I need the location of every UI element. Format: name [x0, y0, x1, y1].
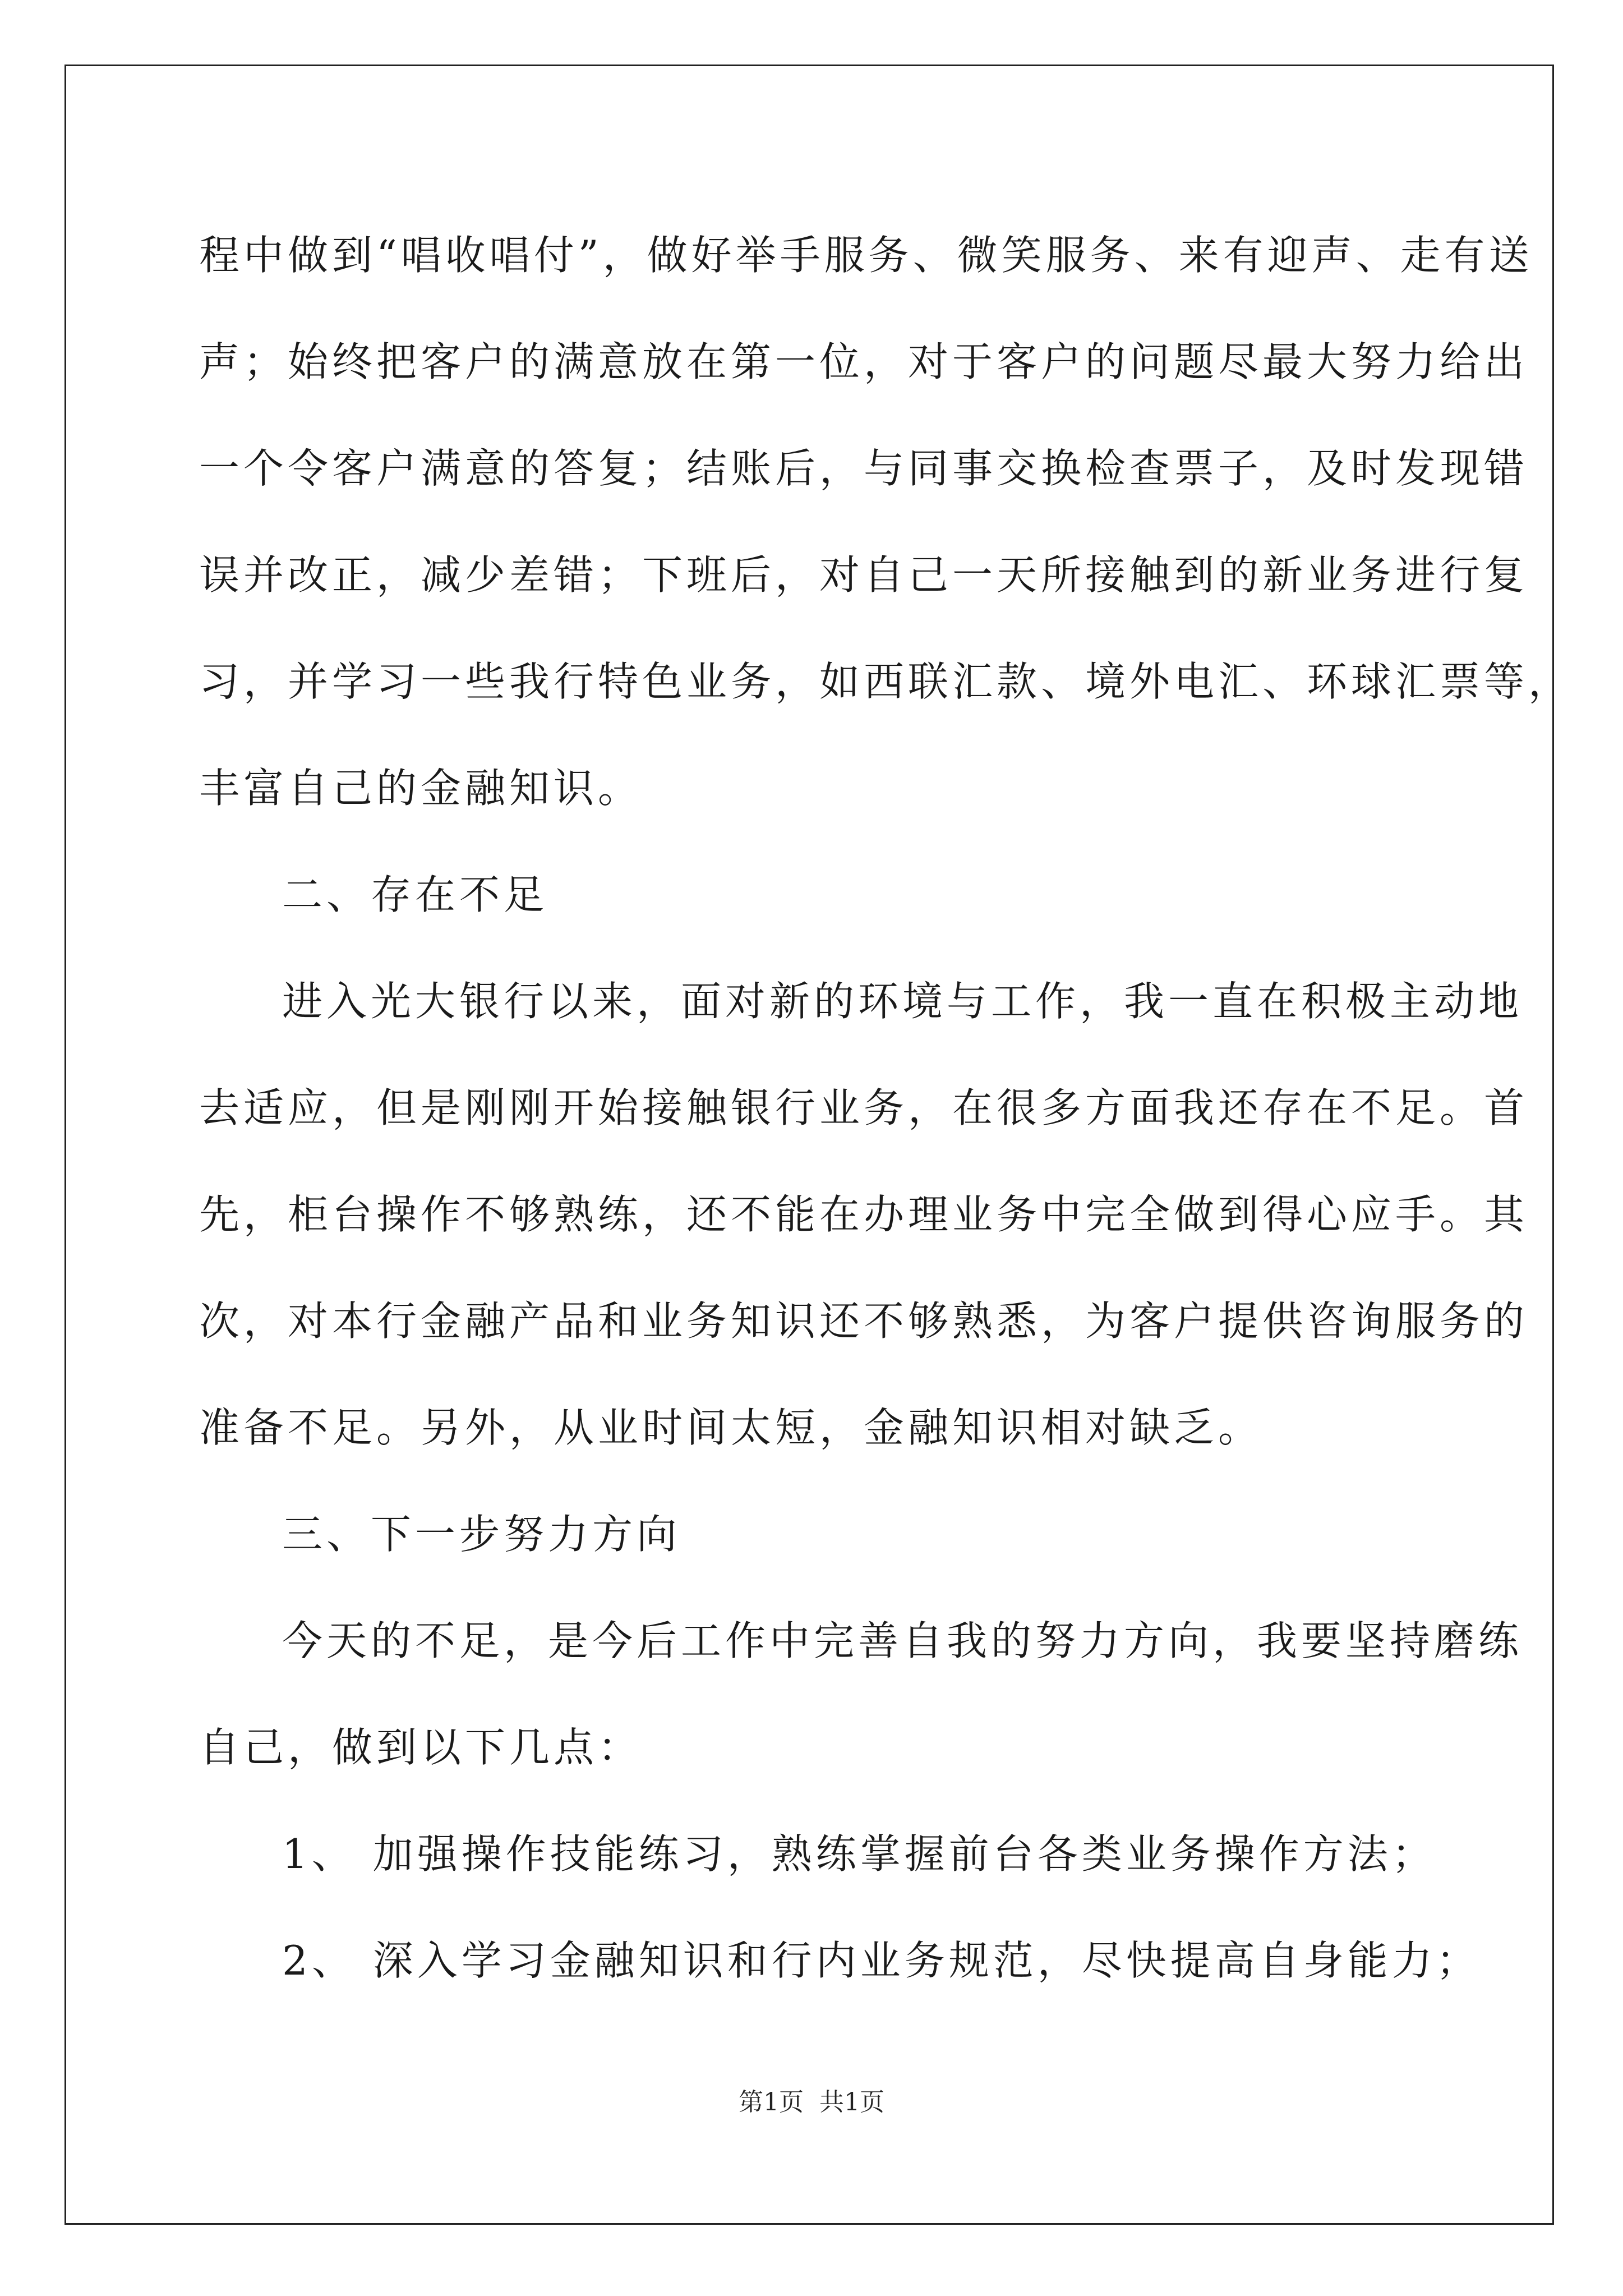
paragraph-line: 声；始终把客户的满意放在第一位，对于客户的问题尽最大努力给出 — [199, 338, 1529, 385]
paragraph-line: 准备不足。另外，从业时间太短，金融知识相对缺乏。 — [199, 1404, 1263, 1451]
page-number: 第1页 — [739, 2088, 804, 2116]
paragraph-line: 先，柜台操作不够熟练，还不能在办理业务中完全做到得心应手。其 — [199, 1191, 1529, 1238]
page-footer — [0, 2086, 1623, 2119]
section-heading: 二、存在不足 — [282, 871, 548, 918]
paragraph-line: 一个令客户满意的答复；结账后，与同事交换检查票子，及时发现错 — [199, 445, 1529, 492]
paragraph-line: 程中做到“唱收唱付”，做好举手服务、微笑服务、来有迎声、走有送 — [199, 232, 1533, 279]
paragraph-line: 进入光大银行以来，面对新的环境与工作，我一直在积极主动地 — [282, 978, 1523, 1025]
paragraph-line: 去适应，但是刚刚开始接触银行业务，在很多方面我还存在不足。首 — [199, 1084, 1529, 1131]
paragraph-line: 自己，做到以下几点： — [199, 1724, 643, 1771]
page-total: 共1页 — [819, 2088, 884, 2116]
paragraph-line: 今天的不足，是今后工作中完善自我的努力方向，我要坚持磨练 — [282, 1617, 1523, 1664]
section-heading: 三、下一步努力方向 — [282, 1511, 681, 1558]
paragraph-line: 误并改正，减少差错；下班后，对自己一天所接触到的新业务进行复 — [199, 551, 1529, 599]
list-item: 2、 深入学习金融知识和行内业务规范，尽快提高自身能力； — [282, 1937, 1481, 1984]
paragraph-line: 习，并学习一些我行特色业务，如西联汇款、境外电汇、环球汇票等， — [199, 658, 1573, 705]
list-item: 1、 加强操作技能练习，熟练掌握前台各类业务操作方法； — [282, 1830, 1436, 1878]
paragraph-line: 次，对本行金融产品和业务知识还不够熟悉，为客户提供咨询服务的 — [199, 1297, 1529, 1345]
paragraph-line: 丰富自己的金融知识。 — [199, 765, 643, 812]
